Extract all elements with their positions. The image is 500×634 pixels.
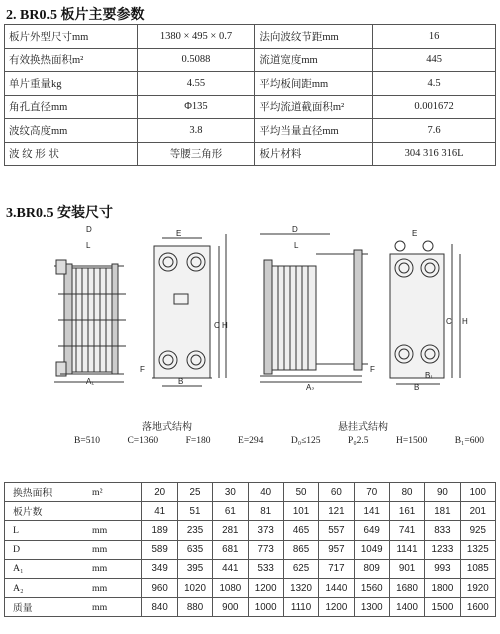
cell: 465: [283, 521, 318, 540]
row-label: A₁: [5, 559, 88, 578]
param-row: [5, 95, 496, 119]
cell: 1049: [354, 540, 389, 559]
cell: 51: [177, 502, 212, 521]
param-value: 4.5: [373, 72, 496, 96]
cell: 1110: [283, 598, 318, 617]
row-label: 质量: [5, 598, 88, 617]
cell: 101: [283, 502, 318, 521]
dim-spec: F=180: [185, 436, 211, 446]
size-row: [5, 578, 496, 597]
cell: 235: [177, 521, 212, 540]
cell: 960: [142, 578, 177, 597]
label-A2: A₂: [306, 383, 315, 390]
label-F: F: [370, 365, 375, 374]
row-label: 板片数: [5, 502, 88, 521]
dim-spec: D₀≤125: [290, 436, 321, 446]
cell: 90: [425, 483, 460, 502]
label-E: E: [412, 229, 418, 238]
param-value: 7.6: [373, 119, 496, 143]
cell: 1200: [248, 578, 283, 597]
cell: 40: [248, 483, 283, 502]
cell: 635: [177, 540, 212, 559]
cell: 1300: [354, 598, 389, 617]
param-label: 单片重量kg: [5, 72, 138, 96]
cell: 681: [213, 540, 248, 559]
section-2-title: 2. BR0.5 板片主要参数: [6, 8, 145, 23]
cell: 900: [213, 598, 248, 617]
label-D: D: [292, 225, 298, 234]
size-row: [5, 502, 496, 521]
row-unit: mm: [88, 598, 142, 617]
plate-parameters-table: [4, 24, 496, 166]
param-row: [5, 72, 496, 96]
cell: 349: [142, 559, 177, 578]
param-label: 角孔直径mm: [5, 95, 138, 119]
cell: 1500: [425, 598, 460, 617]
cell: 30: [213, 483, 248, 502]
cell: 957: [319, 540, 354, 559]
cell: 1080: [213, 578, 248, 597]
cell: 1320: [283, 578, 318, 597]
row-label: 换热面积: [5, 483, 88, 502]
cell: 20: [142, 483, 177, 502]
cell: 1560: [354, 578, 389, 597]
param-label: 平均当量直径mm: [255, 119, 373, 143]
cell: 1400: [389, 598, 424, 617]
row-unit: mm: [88, 521, 142, 540]
param-value: 445: [373, 48, 496, 72]
param-label: 流道宽度mm: [255, 48, 373, 72]
row-label: L: [5, 521, 88, 540]
row-unit: mm: [88, 540, 142, 559]
cell: 1085: [460, 559, 495, 578]
param-label: 板片外型尺寸mm: [5, 25, 138, 49]
cell: 557: [319, 521, 354, 540]
cell: 589: [142, 540, 177, 559]
installation-size-table: [4, 482, 496, 617]
param-value: 16: [373, 25, 496, 49]
param-value: Φ135: [137, 95, 255, 119]
cell: 161: [389, 502, 424, 521]
label-D: D: [86, 225, 92, 234]
cell: 60: [319, 483, 354, 502]
dim-spec: B=510: [74, 436, 100, 446]
label-B1: B₁: [425, 371, 434, 380]
dim-spec: P₀2.5: [348, 436, 369, 446]
cell: 833: [425, 521, 460, 540]
label-H: H: [462, 317, 468, 326]
cell: 925: [460, 521, 495, 540]
cell: 50: [283, 483, 318, 502]
param-row: [5, 142, 496, 166]
size-row: [5, 559, 496, 578]
cell: 121: [319, 502, 354, 521]
param-label: 板片材料: [255, 142, 373, 166]
param-row: [5, 119, 496, 143]
cell: 81: [248, 502, 283, 521]
row-unit: mm: [88, 578, 142, 597]
row-unit: [88, 502, 142, 521]
cell: 901: [389, 559, 424, 578]
dim-spec: E=294: [238, 436, 264, 446]
param-value: 4.55: [137, 72, 255, 96]
cell: 80: [389, 483, 424, 502]
cell: 880: [177, 598, 212, 617]
dim-spec: H=1500: [396, 436, 428, 446]
cell: 1800: [425, 578, 460, 597]
cell: 61: [213, 502, 248, 521]
cell: 533: [248, 559, 283, 578]
size-row: [5, 540, 496, 559]
cell: 993: [425, 559, 460, 578]
size-row: [5, 521, 496, 540]
dimension-specs: [74, 436, 484, 446]
param-row: [5, 48, 496, 72]
param-label: 波纹高度mm: [5, 119, 138, 143]
cell: 189: [142, 521, 177, 540]
param-label: 平均板间距mm: [255, 72, 373, 96]
cell: 1680: [389, 578, 424, 597]
cell: 649: [354, 521, 389, 540]
floor-mount-diagram: [44, 224, 230, 390]
label-A1: A₁: [86, 377, 95, 386]
param-label: 法向波纹节距mm: [255, 25, 373, 49]
cell: 625: [283, 559, 318, 578]
cell: 395: [177, 559, 212, 578]
row-label: A₂: [5, 578, 88, 597]
size-header-row: [5, 483, 496, 502]
param-value: 0.001672: [373, 95, 496, 119]
cell: 741: [389, 521, 424, 540]
cell: 41: [142, 502, 177, 521]
label-C: C: [214, 321, 220, 330]
label-E: E: [176, 229, 182, 238]
cell: 100: [460, 483, 495, 502]
cell: 1141: [389, 540, 424, 559]
cell: 281: [213, 521, 248, 540]
label-B: B: [178, 377, 184, 386]
row-unit: mm: [88, 559, 142, 578]
dim-spec: C=1360: [127, 436, 159, 446]
param-label: 有效换热面积m²: [5, 48, 138, 72]
cell: 1440: [319, 578, 354, 597]
row-label: D: [5, 540, 88, 559]
cell: 1325: [460, 540, 495, 559]
floor-mount-caption: 落地式结构: [142, 422, 192, 433]
size-row: [5, 598, 496, 617]
cell: 865: [283, 540, 318, 559]
param-row: [5, 25, 496, 49]
section-3-title: 3.BR0.5 安装尺寸: [6, 206, 113, 221]
label-F: F: [140, 365, 145, 374]
label-L: L: [86, 241, 91, 250]
cell: 70: [354, 483, 389, 502]
label-B: B: [414, 383, 420, 390]
cell: 1233: [425, 540, 460, 559]
cell: 141: [354, 502, 389, 521]
cell: 1920: [460, 578, 495, 597]
param-value: 304 316 316L: [373, 142, 496, 166]
cell: 840: [142, 598, 177, 617]
param-label: 波 纹 形 状: [5, 142, 138, 166]
cell: 809: [354, 559, 389, 578]
label-C: C: [446, 317, 452, 326]
cell: 1600: [460, 598, 495, 617]
label-H: H: [222, 321, 228, 330]
param-value: 3.8: [137, 119, 255, 143]
param-value: 1380 × 495 × 0.7: [137, 25, 255, 49]
param-value: 等腰三角形: [137, 142, 255, 166]
dim-spec: B₁=600: [454, 436, 484, 446]
param-value: 0.5088: [137, 48, 255, 72]
hanging-mount-diagram: [250, 224, 476, 390]
cell: 373: [248, 521, 283, 540]
cell: 1200: [319, 598, 354, 617]
cell: 1020: [177, 578, 212, 597]
cell: 25: [177, 483, 212, 502]
cell: 181: [425, 502, 460, 521]
cell: 441: [213, 559, 248, 578]
row-unit: m²: [88, 483, 142, 502]
param-label: 平均流道截面积m²: [255, 95, 373, 119]
cell: 717: [319, 559, 354, 578]
cell: 201: [460, 502, 495, 521]
cell: 773: [248, 540, 283, 559]
hanging-mount-caption: 悬挂式结构: [338, 422, 388, 433]
label-L: L: [294, 241, 299, 250]
cell: 1000: [248, 598, 283, 617]
